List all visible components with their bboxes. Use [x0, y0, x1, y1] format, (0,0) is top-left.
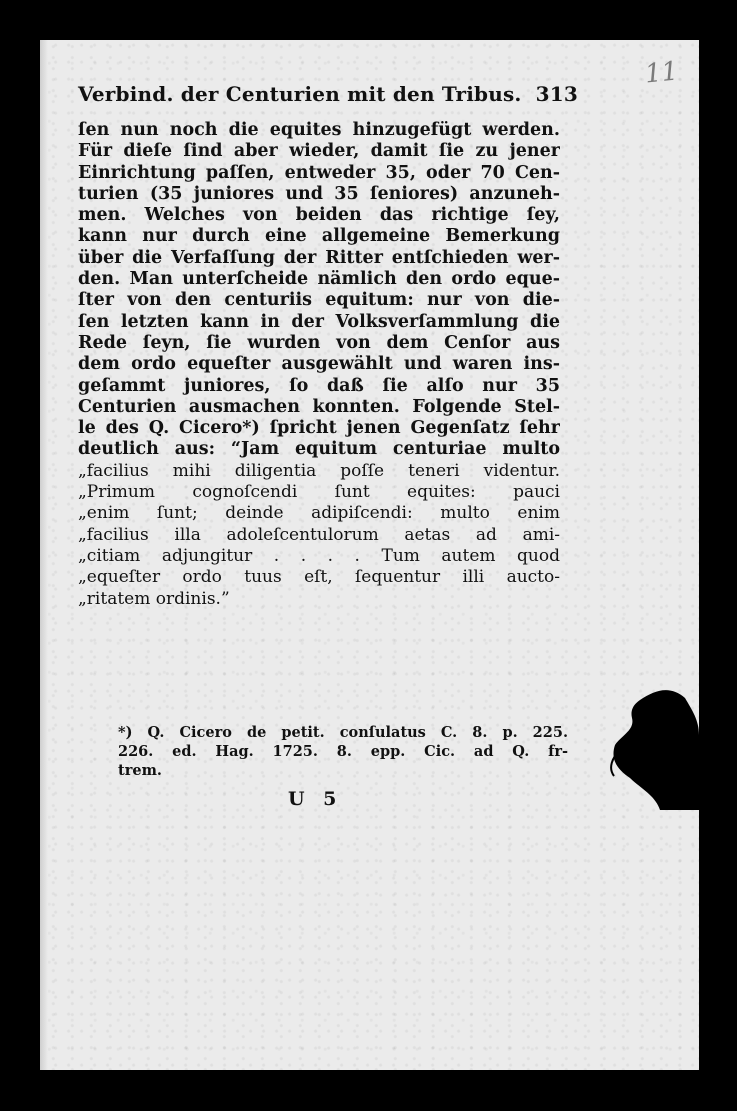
footnote-line: trem. [118, 762, 162, 779]
page-gutter-shadow [40, 40, 48, 1070]
running-head-title: Verbind. der Centurien mit den Tribus. [78, 82, 522, 106]
quote-line: „enim ſunt; deinde adipiſcendi: multo enim [78, 503, 560, 524]
text-line: Centurien ausmachen konnten. Folgende Stel- [78, 396, 560, 417]
handwritten-corner-mark: 11 [643, 56, 680, 90]
running-head-page-number: 313 [535, 82, 578, 106]
running-head [78, 82, 578, 106]
text-line: turien (35 juniores und 35 ſeniores) anzuneh- [78, 183, 560, 204]
printer-signature-mark: U 5 [288, 788, 343, 810]
text-line: ſen nun noch die equites hinzugefügt werden. [78, 120, 560, 140]
quote-line: „facilius illa adoleſcentulorum aetas ad ami- [78, 524, 560, 545]
text-line: le des Q. Cicero*) ſpricht jenen Gegenſatz ſehr [78, 418, 560, 439]
text-line: deutlich aus: “Jam equitum centuriae multo [78, 439, 560, 460]
text-line: ſen letzten kann in der Volksverſammlung die [78, 311, 560, 332]
text-line: Rede ſeyn, ſie wurden von dem Cenſor aus [78, 332, 560, 353]
paper-damage [600, 680, 699, 810]
text-line: kann nur durch eine allgemeine Bemerkung [78, 226, 560, 247]
quote-line: „equeſter ordo tuus eſt, ſequentur illi aucto- [78, 567, 560, 588]
quote-line: „ritatem ordinis.” [78, 588, 230, 609]
text-line: Für dieſe ſind aber wieder, damit ſie zu jener [78, 141, 560, 162]
text-line: Einrichtung paſſen, entweder 35, oder 70 Cen- [78, 162, 560, 183]
text-line: den. Man unterſcheide nämlich den ordo eque- [78, 269, 560, 290]
footnote-line: 226. ed. Hag. 1725. 8. epp. Cic. ad Q. fr- [118, 743, 568, 760]
text-line: über die Verfaſſung der Ritter entſchieden wer- [78, 247, 560, 268]
text-line: dem ordo equeſter ausgewählt und waren ins- [78, 354, 560, 375]
quote-line: „Primum cognoſcendi ſunt equites: pauci [78, 482, 560, 503]
quote-line: „citiam adjungitur . . . . Tum autem quod [78, 545, 560, 566]
footnote-line: *) Q. Cicero de petit. conſulatus C. 8. p. 225. [118, 724, 568, 741]
text-line: geſammt juniores, ſo daß ſie alſo nur 35 [78, 375, 560, 396]
text-line: ſter von den centuriis equitum: nur von die- [78, 290, 560, 311]
footnote [118, 723, 568, 780]
text-line: men. Welches von beiden das richtige ſey, [78, 205, 560, 226]
quote-line: „facilius mihi diligentia poſſe teneri videntur. [78, 460, 560, 481]
body-text [78, 120, 560, 610]
